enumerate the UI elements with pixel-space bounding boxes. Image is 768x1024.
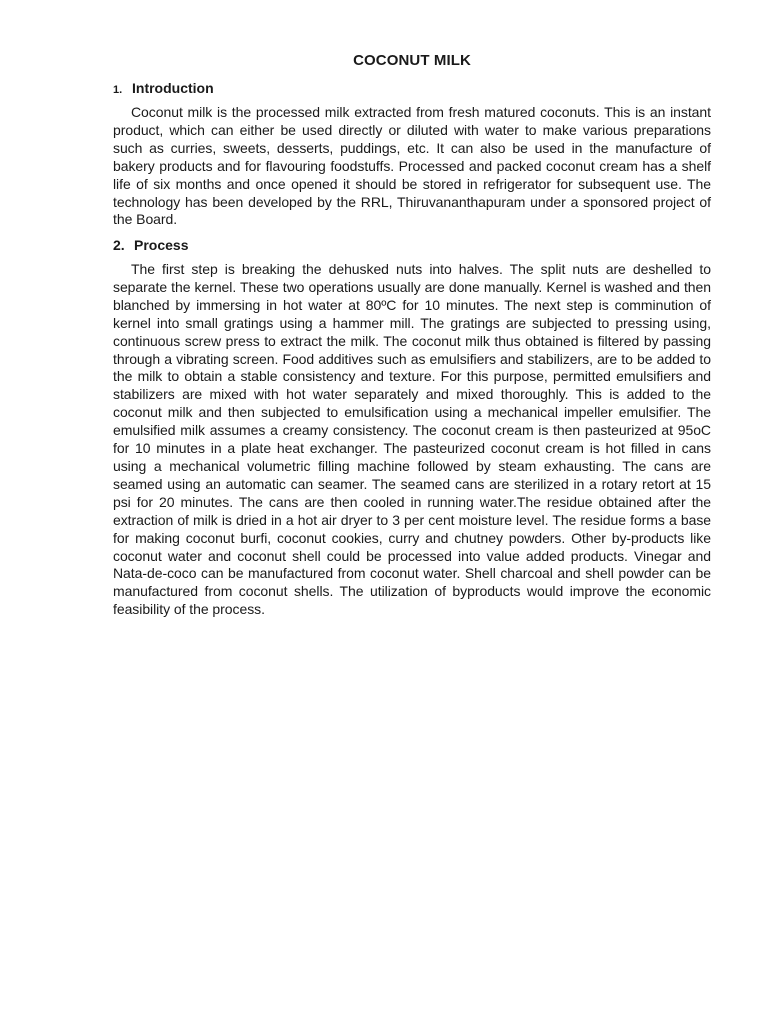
document-title: COCONUT MILK [353,52,471,69]
section-title: Process [134,237,189,253]
section-number: 2. [113,237,125,253]
section-title: Introduction [132,80,214,96]
introduction-paragraph: Coconut milk is the processed milk extracted from fresh matured coconuts. This is an instant product, which can either be used directly or diluted with water to make various preparations such as curries, sweets, desserts, puddings, etc. It can also be used in the manufacture of bakery products and for flavouring foodstuffs. Processed and packed coconut cream has a shelf life of six months and once opened it should be stored in refrigerator for subsequent use. The technology has been developed by the RRL, Thiruvananthapuram under a sponsored project of the Board. [113,104,711,228]
section-number: 1. [113,84,123,96]
process-paragraph: The first step is breaking the dehusked nuts into halves. The split nuts are deshelled to separate the kernel. These two operations usually are done manually. Kernel is washed and then blanched by immersing in hot water at 80ºC for 10 minutes. The next step is comminution of kernel into small gratings using a hammer mill. The gratings are subjected to pressing using, continuous screw press to extract the milk. The coconut milk thus obtained is filtered by passing through a vibrating screen. Food additives such as emulsifiers and stabilizers, are to be added to the milk to obtain a stable consistency and texture. For this purpose, permitted emulsifiers and stabilizers are mixed with hot water separately and mixed thoroughly. This is added to the coconut milk and then subjected to emulsification using a mechanical impeller emulsifier. The emulsified milk assumes a creamy consistency. The coconut cream is then pasteurized at 95oC for 10 minutes in a plate heat exchanger. The pasteurized coconut cream is hot filled in cans using a mechanical volumetric filling machine followed by steam exhausting. The cans are seamed using an automatic can seamer. The seamed cans are sterilized in a rotary retort at 15 psi for 20 minutes. The cans are then cooled in running water.The residue obtained after the extraction of milk is dried in a hot air dryer to 3 per cent moisture level. The residue forms a base for making coconut burfi, coconut cookies, curry and chutney powders. Other by-products like coconut water and coconut shell could be processed into value added products. Vinegar and Nata-de-coco can be manufactured from coconut water. Shell charcoal and shell powder can be manufactured from coconut shells. The utilization of byproducts would improve the economic feasibility of the process. [113,261,711,618]
section-heading-introduction [113,80,214,96]
section-heading-process [113,237,188,253]
